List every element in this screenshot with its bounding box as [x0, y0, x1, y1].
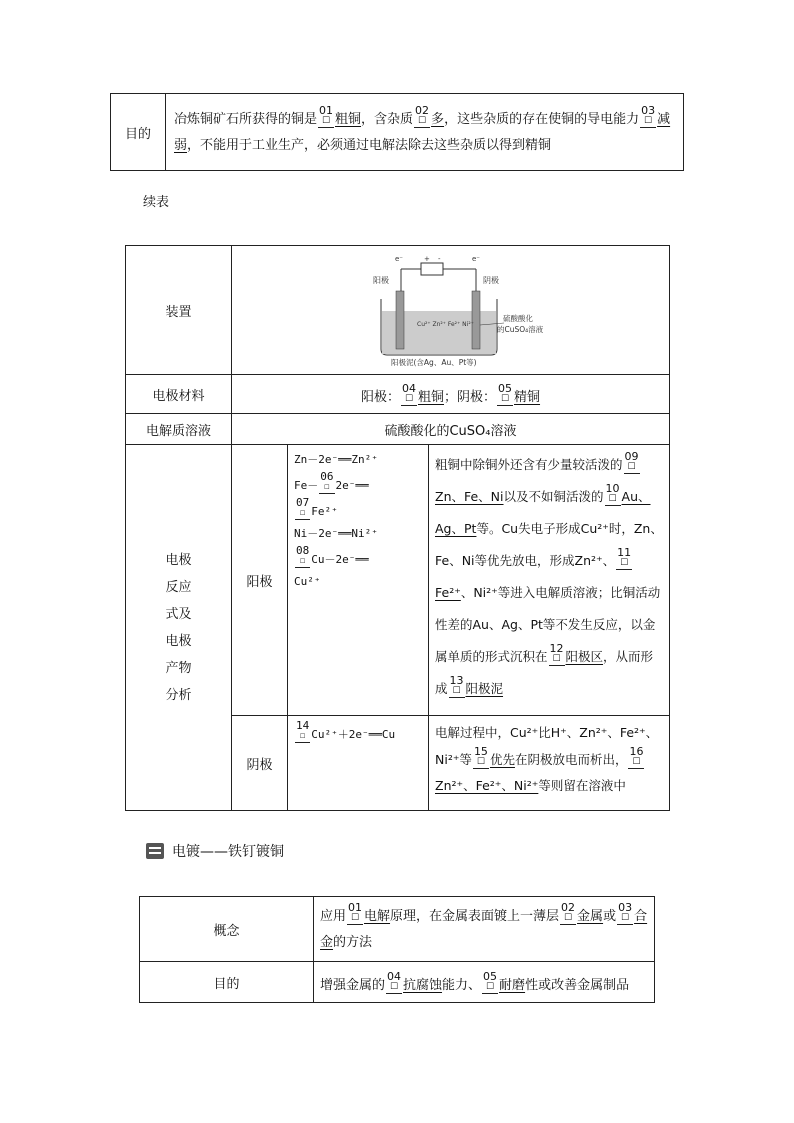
- electrolysis-diagram: [351, 251, 551, 369]
- plus-sign: +: [423, 255, 430, 263]
- electron-right: e⁻: [471, 255, 480, 263]
- purpose-label-2: 目的: [140, 962, 314, 1003]
- list-icon: [146, 843, 164, 859]
- solution-label: 硫酸酸化: [502, 314, 533, 323]
- cathode-label: 阴极: [482, 276, 499, 285]
- continued-label: 续表: [143, 195, 170, 210]
- device-label: 装置: [126, 246, 232, 375]
- material-content: 阳极： 04 ☐ 粗铜；阴极： 05 ☐ 精铜: [232, 375, 670, 414]
- electron-left: e⁻: [394, 255, 403, 263]
- section-heading: 电镀——铁钉镀铜: [146, 841, 284, 861]
- electroplating-table: [139, 896, 655, 1003]
- purpose-label: 目的: [111, 94, 166, 171]
- concept-label: 概念: [140, 897, 314, 962]
- electrolyte-label: 电解质溶液: [126, 414, 232, 445]
- electrolyte-content: 硫酸酸化的CuSO₄溶液: [232, 414, 670, 445]
- anode-label: 阳极: [372, 276, 389, 285]
- purpose-table: [110, 93, 684, 171]
- blank-number: 02 ☐: [415, 104, 430, 126]
- cathode-analysis-text: 电解过程中，Cu²⁺比H⁺、Zn²⁺、Fe²⁺、Ni²⁺等 15 ☐ 优先在阴极放电而析出， 16 ☐ Zn²⁺、Fe²⁺、Ni²⁺等则留在溶液中: [429, 716, 670, 811]
- concept-content: 应用 01 ☐ 电解原理，在金属表面镀上一薄层 02 ☐ 金属或 03 ☐ 合金的方法: [314, 897, 655, 962]
- blank-number: 03 ☐: [641, 104, 656, 126]
- anode-analysis-text: 粗铜中除铜外还含有少量较活泼的 09 ☐ Zn、Fe、Ni以及不如铜活泼的 10 ☐ Au、Ag、Pt等。Cu失电子形成Cu²⁺时，Zn、Fe、Ni等优先放电，形成Zn²⁺、 11 ☐ Fe²⁺、Ni²⁺等进入电解质溶液；比铜活动性差的Au、Ag、Pt等不发生反应，以金属单质的形式沉积在 12 ☐ 阳极区，从而形成 13 ☐ 阳极泥: [429, 445, 670, 716]
- cathode-row-label: 阴极: [232, 716, 288, 811]
- device-diagram-cell: [232, 246, 670, 375]
- material-label: 电极材料: [126, 375, 232, 414]
- purpose-content: 冶炼铜矿石所获得的铜是 01 ☐ 粗铜，含杂质 02 ☐ 多，这些杂质的存在使铜的导电能力 03 ☐ 减弱，不能用于工业生产，必须通过电解法除去这些杂质以得到精铜: [166, 94, 684, 171]
- minus-sign: -: [437, 255, 441, 263]
- electrolysis-table: [125, 245, 670, 811]
- purpose-content-2: 增强金属的 04 ☐ 抗腐蚀能力、 05 ☐ 耐磨性或改善金属制品: [314, 962, 655, 1003]
- ions-label: Cu²⁺ Zn²⁺ Fe²⁺ Ni²⁺: [416, 321, 474, 328]
- blank-number: 01 ☐: [319, 104, 334, 126]
- analysis-label: 电极 反应 式及 电极 产物 分析: [126, 445, 232, 811]
- solution-label-2: 的CuSO₄溶液: [496, 325, 543, 334]
- mud-label: 阳极泥(含Ag、Au、Pt等): [390, 358, 477, 367]
- cathode-equation: 14 ☐ Cu²⁺＋2e⁻══Cu: [288, 716, 429, 811]
- anode-row-label: 阳极: [232, 445, 288, 716]
- anode-equations: Zn－2e⁻══Zn²⁺ Fe－ 06 ☐ 2e⁻══ 07 ☐ Fe²⁺ Ni－2e⁻══Ni²⁺ 08 ☐ Cu－2e⁻══ Cu²⁺: [288, 445, 429, 716]
